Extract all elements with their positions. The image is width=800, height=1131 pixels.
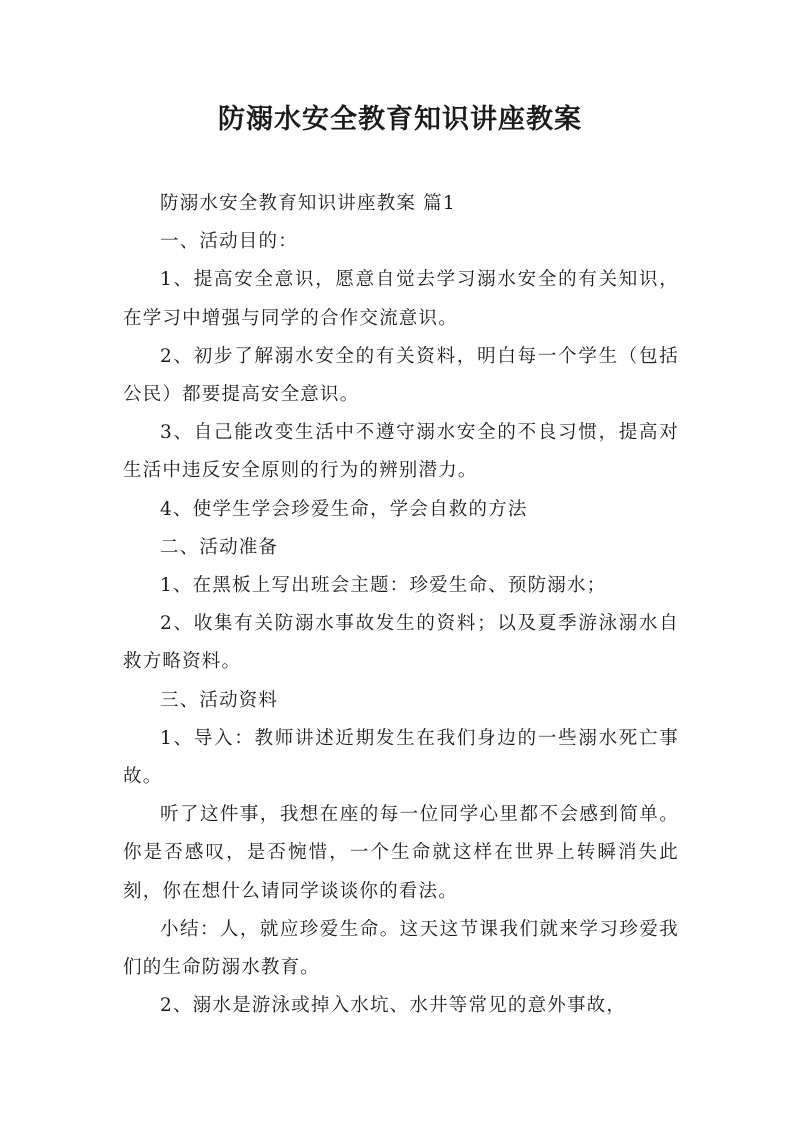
paragraph-heading: 防溺水安全教育知识讲座教案 篇1 (160, 193, 456, 214)
paragraph: 1、提高安全意识，愿意自觉去学习溺水安全的有关知识，在学习中增强与同学的合作交流意识。 (123, 269, 679, 329)
paragraph-section-2: 二、活动准备 (160, 536, 279, 558)
paragraph: 1、在黑板上写出班会主题：珍爱生命、预防溺水； (160, 575, 607, 597)
document-body (123, 185, 679, 1025)
paragraph-section-1: 一、活动目的： (160, 231, 298, 253)
paragraph: 4、使学生学会珍爱生命，学会自救的方法 (160, 498, 528, 520)
paragraph: 2、初步了解溺水安全的有关资料，明白每一个学生（包括公民）都要提高安全意识。 (123, 345, 679, 406)
paragraph: 1、导入：教师讲述近期发生在我们身边的一些溺水死亡事故。 (123, 727, 679, 788)
paragraph: 听了这件事，我想在座的每一位同学心里都不会感到简单。你是否感叹，是否惋惜，一个生命就这样在世界上转瞬消失此刻，你在想什么请同学谈谈你的看法。 (123, 804, 679, 902)
paragraph: 2、溺水是游泳或掉入水坑、水井等常见的意外事故， (160, 995, 627, 1017)
paragraph: 小结：人，就应珍爱生命。这天这节课我们就来学习珍爱我们的生命防溺水教育。 (123, 918, 679, 979)
paragraph: 2、收集有关防溺水事故发生的资料；以及夏季游泳溺水自救方略资料。 (123, 613, 679, 673)
paragraph: 3、自己能改变生活中不遵守溺水安全的不良习惯，提高对生活中违反安全原则的行为的辨别潜力。 (123, 422, 679, 482)
paragraph-section-3: 三、活动资料 (160, 689, 279, 711)
document-title: 防溺水安全教育知识讲座教案 (218, 104, 582, 135)
